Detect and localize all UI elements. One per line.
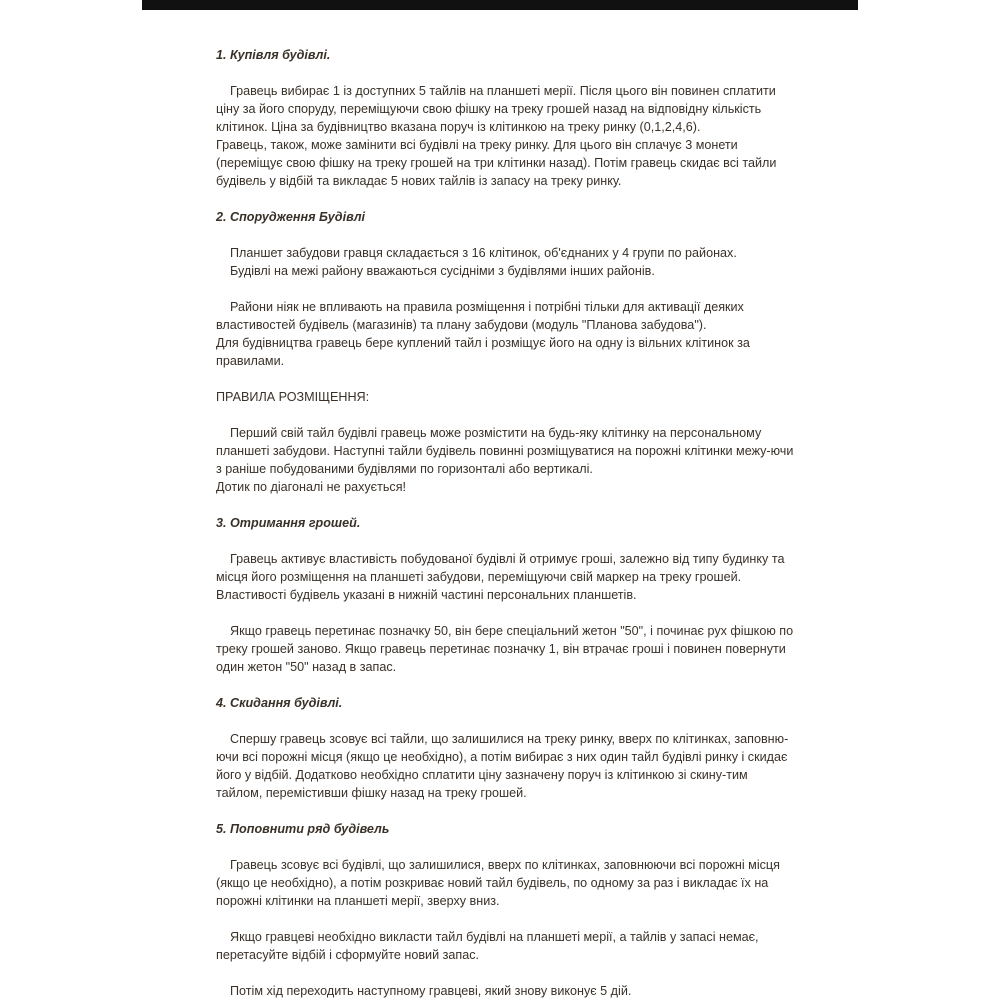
section-4-paragraph-1: Спершу гравець зсовує всі тайли, що залишилися на треку ринку, вверх по клітинках, заповню-ючи всі порожні місця (якщо це необхідно), а потім вибирає з них один тайл будівлі ринку і скидає його у відбій. Додатково необхідно сплатити ціну зазначену поруч із клітинкою зі скину-тим тайлом, перемістивши фішку назад на треку грошей. xyxy=(216,732,789,800)
section-1-paragraph-1: Гравець вибирає 1 із доступних 5 тайлів на планшеті мерії. Після цього він повинен сплатити ціну за його споруду, переміщуючи свою фішку на треку грошей назад на відповідну кількість клітинок. Ціна за будівництво вказана поруч із клітинкою на треку ринку (0,1,2,4,6). xyxy=(216,84,776,134)
section-2-paragraph-5: Перший свій тайл будівлі гравець може розмістити на будь-яку клітинку на персональному планшеті забудови. Наступні тайли будівель повинні розміщуватися на порожні клітинки межу-ючи з раніше побудованими будівлями по горизонталі або вертикалі. xyxy=(216,426,794,476)
section-heading-5: 5. Поповнити ряд будівель xyxy=(216,822,390,836)
section-heading-3: 3. Отримання грошей. xyxy=(216,516,361,530)
section-3-paragraph-3: Якщо гравець перетинає позначку 50, він бере спеціальний жетон "50", і починає рух фішкою по треку грошей заново. Якщо гравець перетинає позначку 1, він втрачає гроші і повинен повернути один жетон "50" назад в запас. xyxy=(216,624,794,674)
section-2-paragraph-3: Райони ніяк не впливають на правила розміщення і потрібні тільки для активації деяких властивостей будівель (магазинів) та плану забудови (модуль "Планова забудова"). xyxy=(216,300,744,332)
section-3-paragraph-2: Властивості будівель указані в нижній частині персональних планшетів. xyxy=(216,588,637,602)
document-body xyxy=(216,46,796,1000)
section-5-paragraph-2: Якщо гравцеві необхідно викласти тайл будівлі на планшеті мерії, а тайлів у запасі немає, перетасуйте відбій і сформуйте новий запас. xyxy=(216,930,759,962)
section-5-paragraph-1: Гравець зсовує всі будівлі, що залишилися, вверх по клітинках, заповнюючи всі порожні місця (якщо це необхідно), а потім розкриває новий тайл будівель, по одному за раз і викладає їх на порожні клітинки на планшеті мерії, зверху вниз. xyxy=(216,858,780,908)
section-1-paragraph-2: Гравець, також, може замінити всі будівлі на треку ринку. Для цього він сплачує 3 монети (переміщує свою фішку на треку грошей на три клітинки назад). Потім гравець скидає всі тайли будівель у відбій та викладає 5 нових тайлів із запасу на треку ринку. xyxy=(216,138,777,188)
section-heading-1: 1. Купівля будівлі. xyxy=(216,48,331,62)
section-heading-4: 4. Скидання будівлі. xyxy=(216,696,343,710)
placement-rules-heading: ПРАВИЛА РОЗМІЩЕННЯ: xyxy=(216,390,370,404)
section-3-paragraph-1: Гравець активує властивість побудованої будівлі й отримує гроші, залежно від типу будинку та місця його розміщення на планшеті забудови, переміщуючи свій маркер на треку грошей. xyxy=(216,552,785,584)
section-heading-2: 2. Спорудження Будівлі xyxy=(216,210,366,224)
section-2-paragraph-1: Планшет забудови гравця складається з 16 клітинок, об'єднаних у 4 групи по районах. xyxy=(230,246,737,260)
section-5-paragraph-3: Потім хід переходить наступному гравцеві, який знову виконує 5 дій. xyxy=(230,984,632,998)
section-2-paragraph-6: Дотик по діагоналі не рахується! xyxy=(216,480,407,494)
top-bar xyxy=(142,0,858,10)
section-2-paragraph-2: Будівлі на межі району вважаються сусідніми з будівлями інших районів. xyxy=(230,264,655,278)
section-2-paragraph-4: Для будівництва гравець бере куплений тайл і розміщує його на одну із вільних клітинок за правилами. xyxy=(216,336,750,368)
